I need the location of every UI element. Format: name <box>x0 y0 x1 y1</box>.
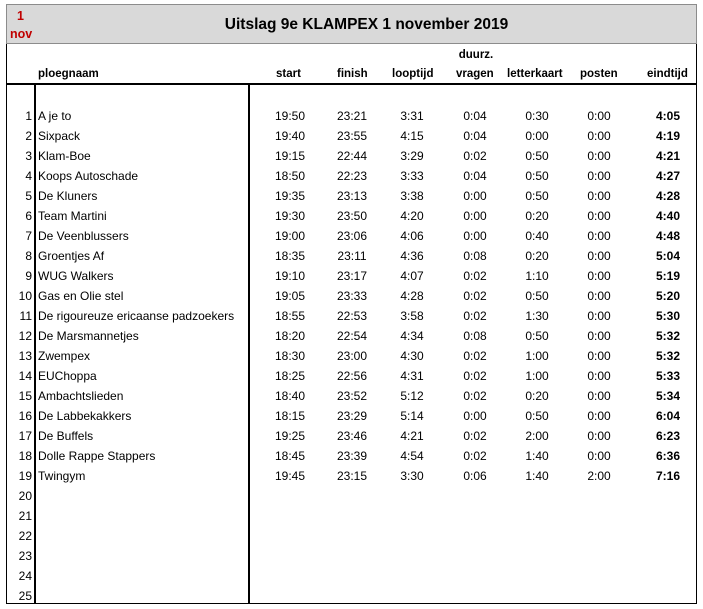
header-letterkaart: letterkaart <box>507 68 563 80</box>
row-eindtijd: 4:27 <box>655 169 681 183</box>
row-start: 18:55 <box>274 309 306 323</box>
row-looptijd: 4:15 <box>400 129 424 143</box>
row-eindtijd: 5:20 <box>655 289 681 303</box>
row-rank: 14 <box>18 369 32 383</box>
date-day: 1 <box>17 9 24 23</box>
header-team: ploegnaam <box>38 68 99 80</box>
row-posten <box>579 566 619 586</box>
row-letterkaart <box>517 586 557 606</box>
row-duurz-vragen: 0:06 <box>463 469 487 483</box>
row-eindtijd: 4:28 <box>655 189 681 203</box>
row-duurz-vragen: 0:00 <box>463 229 487 243</box>
row-rank: 21 <box>18 509 32 523</box>
row-team-name: Gas en Olie stel <box>38 289 124 303</box>
row-letterkaart <box>517 526 557 546</box>
row-duurz-vragen: 0:02 <box>463 289 487 303</box>
row-eindtijd: 5:30 <box>655 309 681 323</box>
row-duurz-vragen: 0:02 <box>463 389 487 403</box>
row-looptijd: 3:33 <box>400 169 424 183</box>
row-posten <box>579 486 619 506</box>
row-posten: 0:00 <box>587 209 611 223</box>
row-posten: 0:00 <box>587 249 611 263</box>
row-finish: 22:23 <box>336 169 368 183</box>
row-team-name: Zwempex <box>38 349 91 363</box>
title-bar <box>6 4 697 44</box>
row-letterkaart <box>517 506 557 526</box>
row-finish: 23:46 <box>336 429 368 443</box>
row-letterkaart: 0:50 <box>525 289 549 303</box>
row-start: 19:30 <box>274 209 306 223</box>
row-posten: 0:00 <box>587 129 611 143</box>
row-finish: 23:33 <box>336 289 368 303</box>
row-letterkaart: 1:00 <box>525 349 549 363</box>
row-looptijd: 3:30 <box>400 469 424 483</box>
row-rank: 12 <box>18 329 32 343</box>
row-team-name: Ambachtslieden <box>38 389 124 403</box>
row-rank: 22 <box>18 529 32 543</box>
row-team-name: WUG Walkers <box>38 269 114 283</box>
row-duurz-vragen: 0:04 <box>463 169 487 183</box>
row-finish <box>331 566 373 586</box>
row-posten: 0:00 <box>587 449 611 463</box>
row-letterkaart: 0:50 <box>525 329 549 343</box>
row-duurz-vragen <box>455 566 495 586</box>
row-posten <box>579 546 619 566</box>
row-eindtijd: 6:04 <box>655 409 681 423</box>
team-column-divider <box>248 85 250 604</box>
row-duurz-vragen: 0:02 <box>463 369 487 383</box>
row-looptijd <box>392 506 432 526</box>
row-duurz-vragen: 0:00 <box>463 409 487 423</box>
row-eindtijd: 7:16 <box>655 469 681 483</box>
row-looptijd <box>392 486 432 506</box>
row-finish: 23:00 <box>336 349 368 363</box>
row-letterkaart: 0:50 <box>525 149 549 163</box>
row-finish: 22:54 <box>336 329 368 343</box>
row-finish: 23:11 <box>337 249 367 263</box>
row-start <box>270 566 310 586</box>
row-looptijd: 3:58 <box>400 309 424 323</box>
row-posten <box>579 506 619 526</box>
row-eindtijd: 4:21 <box>655 149 681 163</box>
row-letterkaart: 1:30 <box>525 309 549 323</box>
row-rank: 23 <box>18 549 32 563</box>
row-start: 18:45 <box>274 449 306 463</box>
header-eindtijd: eindtijd <box>647 68 688 80</box>
row-eindtijd: 4:05 <box>655 109 681 123</box>
row-start: 19:00 <box>274 229 306 243</box>
row-finish: 22:56 <box>336 369 368 383</box>
row-letterkaart: 0:20 <box>525 249 549 263</box>
row-posten: 0:00 <box>587 389 611 403</box>
row-posten: 0:00 <box>587 309 611 323</box>
row-duurz-vragen: 0:04 <box>463 109 487 123</box>
row-finish: 23:06 <box>336 229 368 243</box>
row-looptijd: 4:28 <box>400 289 424 303</box>
row-team-name: Team Martini <box>38 209 107 223</box>
row-duurz-vragen: 0:00 <box>463 189 487 203</box>
row-finish <box>331 546 373 566</box>
row-team-name: De Kluners <box>38 189 98 203</box>
row-posten: 0:00 <box>587 149 611 163</box>
row-posten: 0:00 <box>587 349 611 363</box>
row-looptijd <box>392 566 432 586</box>
row-start: 19:05 <box>274 289 306 303</box>
row-finish: 23:17 <box>336 269 368 283</box>
row-team-name: De Labbekakkers <box>38 409 132 423</box>
row-start: 18:25 <box>274 369 306 383</box>
row-finish: 23:39 <box>336 449 368 463</box>
header-looptijd: looptijd <box>392 68 434 80</box>
row-looptijd: 4:34 <box>400 329 424 343</box>
row-posten: 0:00 <box>587 409 611 423</box>
row-looptijd: 3:29 <box>400 149 424 163</box>
row-duurz-vragen <box>455 486 495 506</box>
row-start: 18:30 <box>274 349 306 363</box>
row-rank: 7 <box>25 229 32 243</box>
row-start: 19:40 <box>274 129 306 143</box>
row-rank: 15 <box>18 389 32 403</box>
row-duurz-vragen <box>455 506 495 526</box>
row-looptijd <box>392 526 432 546</box>
header-posten: posten <box>580 68 618 80</box>
row-eindtijd: 5:32 <box>655 329 681 343</box>
row-rank: 20 <box>18 489 32 503</box>
row-duurz-vragen: 0:02 <box>463 149 487 163</box>
row-posten: 0:00 <box>587 189 611 203</box>
row-eindtijd: 5:32 <box>655 349 681 363</box>
row-finish: 23:13 <box>336 189 368 203</box>
row-eindtijd <box>648 566 688 586</box>
row-start: 18:15 <box>274 409 306 423</box>
row-duurz-vragen: 0:02 <box>463 309 487 323</box>
row-finish: 23:55 <box>336 129 368 143</box>
row-rank: 1 <box>25 109 32 123</box>
row-letterkaart: 0:00 <box>525 129 549 143</box>
row-eindtijd <box>648 506 688 526</box>
row-eindtijd <box>648 546 688 566</box>
row-finish <box>331 506 373 526</box>
row-eindtijd: 6:23 <box>655 429 681 443</box>
row-duurz-vragen: 0:04 <box>463 129 487 143</box>
row-letterkaart <box>517 546 557 566</box>
row-start: 18:35 <box>274 249 306 263</box>
row-start: 19:45 <box>274 469 306 483</box>
row-start <box>270 546 310 566</box>
row-team-name: A je to <box>38 109 72 123</box>
row-posten: 0:00 <box>587 169 611 183</box>
row-finish <box>331 586 373 606</box>
row-posten: 0:00 <box>587 329 611 343</box>
row-finish: 22:53 <box>336 309 368 323</box>
row-finish: 23:21 <box>336 109 368 123</box>
row-eindtijd: 4:19 <box>655 129 681 143</box>
date-month: nov <box>10 27 33 41</box>
row-posten: 0:00 <box>587 289 611 303</box>
page-title: Uitslag 9e KLAMPEX 1 november 2019 <box>224 16 509 33</box>
row-finish: 22:44 <box>336 149 368 163</box>
row-letterkaart: 1:40 <box>525 449 549 463</box>
row-start <box>270 486 310 506</box>
rank-column-divider <box>34 85 36 604</box>
row-start: 19:35 <box>274 189 306 203</box>
row-looptijd: 4:06 <box>400 229 424 243</box>
header-divider <box>6 83 697 85</box>
row-duurz-vragen: 0:08 <box>463 249 487 263</box>
row-rank: 17 <box>18 429 32 443</box>
row-looptijd: 3:38 <box>400 189 424 203</box>
row-team-name: Dolle Rappe Stappers <box>38 449 156 463</box>
row-eindtijd: 5:34 <box>655 389 681 403</box>
row-finish: 23:15 <box>336 469 368 483</box>
header-finish: finish <box>337 68 368 80</box>
row-team-name: De Veenblussers <box>38 229 129 243</box>
row-duurz-vragen <box>455 546 495 566</box>
row-rank: 19 <box>18 469 32 483</box>
row-team-name: De Buffels <box>38 429 94 443</box>
row-eindtijd: 4:48 <box>655 229 681 243</box>
row-duurz-vragen: 0:02 <box>463 269 487 283</box>
row-posten: 0:00 <box>587 369 611 383</box>
header-duurz-line1: duurz. <box>458 49 494 61</box>
row-rank: 16 <box>18 409 32 423</box>
row-looptijd: 4:07 <box>400 269 424 283</box>
row-looptijd: 4:21 <box>400 429 424 443</box>
row-start <box>270 526 310 546</box>
row-letterkaart: 1:00 <box>525 369 549 383</box>
row-start: 19:50 <box>274 109 306 123</box>
row-looptijd: 4:54 <box>400 449 424 463</box>
row-letterkaart: 0:50 <box>525 169 549 183</box>
row-eindtijd <box>648 486 688 506</box>
row-team-name: Sixpack <box>38 129 81 143</box>
row-start <box>270 586 310 606</box>
row-duurz-vragen: 0:02 <box>463 429 487 443</box>
row-rank: 25 <box>18 589 32 603</box>
row-start: 19:25 <box>274 429 306 443</box>
row-start: 18:50 <box>274 169 306 183</box>
row-posten: 0:00 <box>587 429 611 443</box>
row-posten <box>579 586 619 606</box>
row-looptijd: 3:31 <box>400 109 424 123</box>
row-team-name: Twingym <box>38 469 86 483</box>
row-rank: 4 <box>25 169 32 183</box>
row-looptijd <box>392 546 432 566</box>
row-letterkaart: 2:00 <box>525 429 549 443</box>
row-team-name: Groentjes Af <box>38 249 105 263</box>
date-cell <box>7 5 37 43</box>
row-finish: 23:50 <box>336 209 368 223</box>
row-rank: 6 <box>25 209 32 223</box>
row-letterkaart: 0:20 <box>525 389 549 403</box>
row-start <box>270 506 310 526</box>
header-start: start <box>276 68 301 80</box>
row-rank: 18 <box>18 449 32 463</box>
row-letterkaart <box>517 486 557 506</box>
row-start: 18:20 <box>274 329 306 343</box>
row-letterkaart <box>517 566 557 586</box>
row-letterkaart: 0:30 <box>525 109 549 123</box>
row-posten: 0:00 <box>587 229 611 243</box>
row-team-name: Klam-Boe <box>38 149 91 163</box>
header-duurz-line2: vragen <box>456 68 494 80</box>
row-start: 18:40 <box>274 389 306 403</box>
row-looptijd: 5:14 <box>400 409 424 423</box>
row-finish <box>331 526 373 546</box>
row-duurz-vragen: 0:08 <box>463 329 487 343</box>
row-rank: 11 <box>19 309 32 323</box>
row-looptijd: 4:36 <box>400 249 424 263</box>
row-eindtijd: 5:19 <box>655 269 681 283</box>
row-rank: 5 <box>25 189 32 203</box>
row-letterkaart: 0:20 <box>525 209 549 223</box>
row-letterkaart: 1:40 <box>525 469 549 483</box>
row-looptijd: 4:30 <box>400 349 424 363</box>
row-posten <box>579 526 619 546</box>
row-looptijd <box>392 586 432 606</box>
row-rank: 2 <box>25 129 32 143</box>
row-start: 19:10 <box>274 269 306 283</box>
row-looptijd: 5:12 <box>400 389 424 403</box>
row-rank: 13 <box>18 349 32 363</box>
row-finish: 23:52 <box>336 389 368 403</box>
row-start: 19:15 <box>274 149 306 163</box>
row-letterkaart: 0:40 <box>525 229 549 243</box>
row-posten: 0:00 <box>587 109 611 123</box>
row-letterkaart: 0:50 <box>525 189 549 203</box>
row-eindtijd: 5:04 <box>655 249 681 263</box>
row-rank: 9 <box>25 269 32 283</box>
row-finish <box>331 486 373 506</box>
row-posten: 0:00 <box>587 269 611 283</box>
row-rank: 8 <box>25 249 32 263</box>
row-team-name: De Marsmannetjes <box>38 329 139 343</box>
row-posten: 2:00 <box>587 469 611 483</box>
row-team-name: De rigoureuze ericaanse padzoekers <box>38 309 235 323</box>
row-duurz-vragen <box>455 526 495 546</box>
row-eindtijd <box>648 586 688 606</box>
row-looptijd: 4:31 <box>400 369 424 383</box>
row-letterkaart: 0:50 <box>525 409 549 423</box>
row-finish: 23:29 <box>336 409 368 423</box>
row-team-name: Koops Autoschade <box>38 169 139 183</box>
row-team-name: EUChoppa <box>38 369 97 383</box>
row-eindtijd: 5:33 <box>655 369 681 383</box>
row-duurz-vragen: 0:02 <box>463 449 487 463</box>
row-duurz-vragen <box>455 586 495 606</box>
row-rank: 3 <box>25 149 32 163</box>
row-duurz-vragen: 0:00 <box>463 209 487 223</box>
row-rank: 10 <box>18 289 32 303</box>
row-looptijd: 4:20 <box>400 209 424 223</box>
row-eindtijd: 4:40 <box>655 209 681 223</box>
row-eindtijd: 6:36 <box>655 449 681 463</box>
row-letterkaart: 1:10 <box>525 269 549 283</box>
row-duurz-vragen: 0:02 <box>463 349 487 363</box>
row-rank: 24 <box>18 569 32 583</box>
row-eindtijd <box>648 526 688 546</box>
